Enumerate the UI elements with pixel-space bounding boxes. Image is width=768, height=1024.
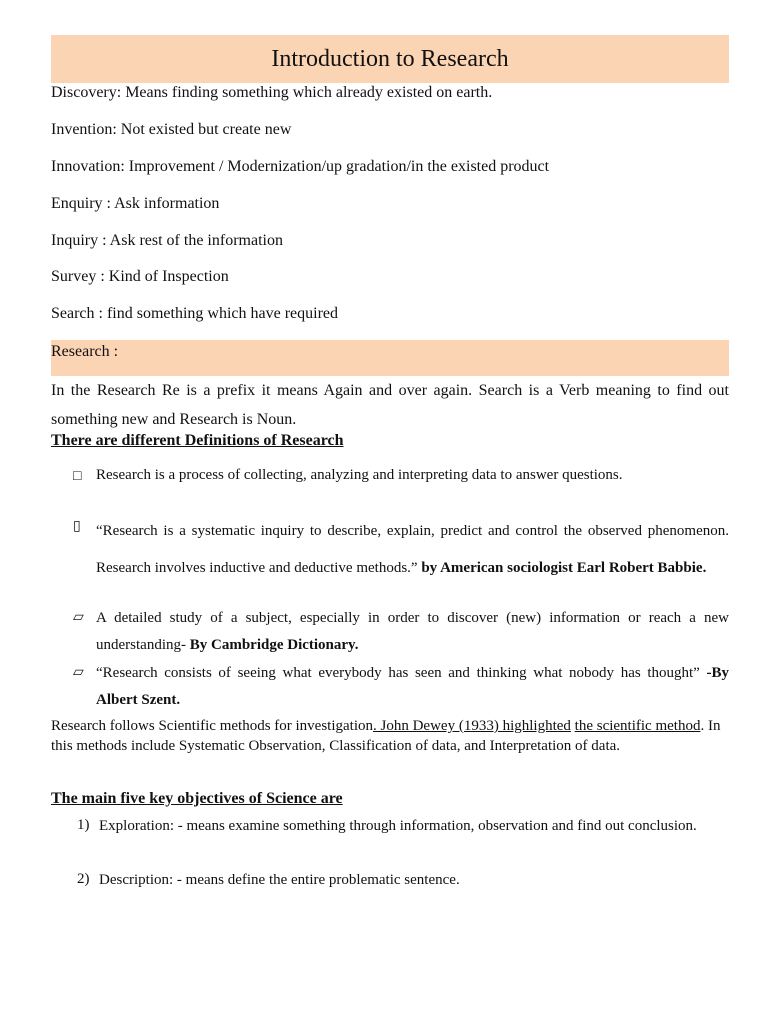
definition-inquiry: Inquiry : Ask rest of the information — [51, 232, 283, 249]
bullet-definition-3 — [96, 605, 729, 659]
bullet-box-icon: ▱ — [73, 610, 84, 625]
research-paragraph: In the Research Re is a prefix it means Again and over again. Search is a Verb meaning to find out something new and Research is Noun. — [51, 382, 729, 428]
objectives-heading: The main five key objectives of Science are — [51, 790, 343, 807]
bullet-box-icon: □ — [73, 469, 82, 484]
objective-number: 2) — [77, 871, 90, 887]
scientific-text-1: Research follows Scientific methods for investigation — [51, 718, 374, 734]
bullet-box-icon: ▯ — [73, 519, 81, 534]
bullet-text: Research is a process of collecting, analyzing and interpreting data to answer questions. — [96, 467, 623, 483]
bullet-definition-4 — [96, 660, 729, 714]
scientific-method-paragraph — [51, 716, 729, 756]
bullet-source: -By Albert Szent. — [96, 665, 729, 708]
definition-discovery: Discovery: Means finding something which already existed on earth. — [51, 84, 493, 101]
definition-enquiry: Enquiry : Ask information — [51, 195, 220, 212]
document-page — [51, 35, 729, 888]
scientific-method-link: the scientific method — [574, 718, 701, 734]
objective-exploration: Exploration: - means examine something through information, observation and find out conclusion. — [99, 818, 697, 834]
bullet-text: “Research consists of seeing what everybody has seen and thinking what nobody has thought” — [96, 665, 707, 681]
bullet-definition-2 — [96, 513, 729, 587]
page-title: Introduction to Research — [271, 45, 509, 72]
title-band — [51, 35, 729, 83]
bullet-source: by American sociologist Earl Robert Babbie. — [421, 560, 707, 576]
research-band-label: Research : — [51, 343, 119, 360]
john-dewey-link: . John Dewey (1933) highlighted — [373, 718, 571, 734]
bullet-text: A detailed study of a subject, especially in order to discover (new) information or reach a new understanding- — [96, 610, 729, 653]
bullet-source: By Cambridge Dictionary. — [189, 637, 359, 653]
definition-search: Search : find something which have required — [51, 305, 339, 322]
bullet-definition-1 — [96, 467, 729, 484]
definition-survey: Survey : Kind of Inspection — [51, 268, 229, 285]
objective-description: Description: - means define the entire problematic sentence. — [99, 872, 460, 888]
definition-invention: Invention: Not existed but create new — [51, 121, 292, 138]
bullet-box-icon: ▱ — [73, 665, 84, 680]
definition-innovation: Innovation: Improvement / Modernization/up gradation/in the existed product — [51, 158, 550, 175]
research-band — [51, 340, 729, 376]
bullet-text: “Research is a systematic inquiry to describe, explain, predict and control the observed phenomenon. Research involves inductive and deductive methods.” — [96, 523, 729, 576]
definitions-heading: There are different Definitions of Research — [51, 432, 344, 449]
objective-number: 1) — [77, 817, 90, 833]
scientific-text-2: . In this methods include Systematic Observation, Classification of data, and Interpretation of data. — [51, 718, 721, 754]
